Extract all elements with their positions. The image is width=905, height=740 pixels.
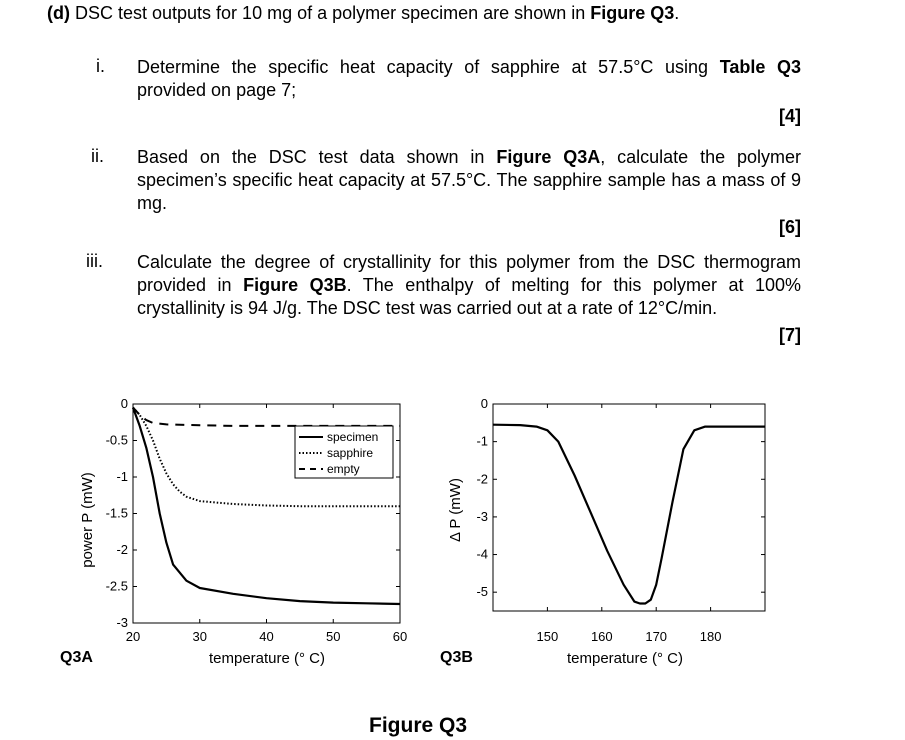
- part-iii-number: iii.: [86, 251, 103, 271]
- legend-label-empty: empty: [327, 462, 360, 476]
- y-tick-label: -1: [116, 469, 128, 484]
- part-i-number: i.: [96, 56, 105, 76]
- part-i-bold: Table Q3: [719, 57, 801, 77]
- x-tick-label: 50: [326, 629, 341, 644]
- figure-label-q3a: Q3A: [60, 649, 93, 666]
- y-tick-label: 0: [480, 396, 488, 411]
- chart-legend: [295, 426, 393, 478]
- x-tick-label: 160: [590, 629, 613, 644]
- y-tick-label: -1.5: [105, 505, 128, 521]
- part-iii-text-a: Calculate the degree of crystallinity for this polymer from the DSC thermogram provided in: [137, 252, 801, 295]
- x-tick-label: 180: [699, 629, 722, 644]
- y-tick-label: -3: [116, 615, 128, 630]
- y-axis-title: Δ P (mW): [447, 478, 464, 542]
- part-ii-marks: [6]: [779, 217, 801, 237]
- y-tick-label: -1: [476, 433, 488, 449]
- part-iii-bold: Figure Q3B: [243, 275, 347, 295]
- series-line-empty: [133, 408, 400, 426]
- x-tick-label: 20: [125, 629, 141, 644]
- y-tick-label: 0: [120, 396, 128, 411]
- part-ii-number: ii.: [91, 146, 104, 166]
- y-tick-label: -2.5: [105, 578, 128, 594]
- figure-ref: Figure Q3: [590, 3, 675, 23]
- part-iii-text-b: . The enthalpy of melting for this polymer at 100% crystallinity is 94 J/g. The DSC test was carried out at a rate of 12°C/min.: [137, 275, 802, 318]
- part-ii-bold: Figure Q3A: [496, 147, 601, 167]
- y-tick-label: -0.5: [105, 432, 128, 448]
- x-tick-label: 170: [645, 629, 668, 644]
- part-ii-text-a: Based on the DSC test data shown in: [137, 147, 497, 167]
- question-text-end: .: [674, 3, 680, 23]
- figure-title: Figure Q3: [369, 714, 468, 737]
- y-tick-label: -5: [476, 584, 488, 600]
- legend-label-sapphire: sapphire: [327, 446, 374, 460]
- x-tick-label: 30: [192, 629, 207, 644]
- part-i-text-a: Determine the specific heat capacity of sapphire at 57.5°C using: [137, 57, 720, 77]
- y-tick-label: -2: [476, 471, 488, 487]
- y-tick-label: -4: [476, 546, 488, 562]
- part-ii-text-b: , calculate the polymer specimen’s specific heat capacity at 57.5°C. The sapphire sample has a mass of 9 mg.: [137, 147, 801, 213]
- figure-label-q3b: Q3B: [440, 649, 473, 666]
- x-tick-label: 60: [392, 629, 408, 644]
- x-tick-label: 150: [536, 629, 559, 644]
- part-i-marks: [4]: [779, 106, 801, 126]
- legend-label-specimen: specimen: [327, 430, 379, 444]
- question-text-start: DSC test outputs for 10 mg of a polymer specimen are shown in: [69, 3, 591, 23]
- chart-q3b: [447, 396, 765, 667]
- y-tick-label: -3: [476, 508, 488, 524]
- series-line-p: [493, 425, 765, 604]
- plot-frame: [493, 404, 765, 611]
- y-tick-label: -2: [116, 542, 128, 557]
- y-axis-title: power P (mW): [79, 472, 96, 568]
- question-label: (d): [47, 3, 70, 23]
- part-i-text-b: provided on page 7;: [137, 80, 297, 100]
- chart-q3a: [79, 396, 407, 667]
- x-axis-title: temperature (° C): [566, 650, 684, 667]
- x-tick-label: 40: [259, 629, 274, 644]
- part-iii-marks: [7]: [779, 325, 801, 345]
- x-axis-title: temperature (° C): [208, 650, 326, 667]
